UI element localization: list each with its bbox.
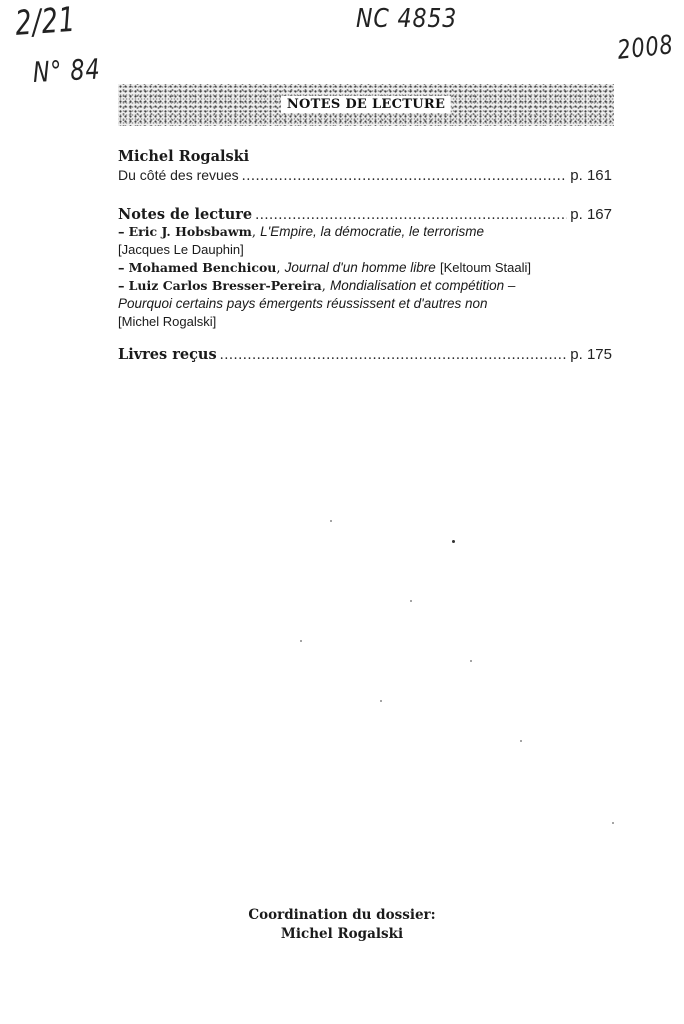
reviewed-author: Eric J. Hobsbawm bbox=[128, 224, 252, 239]
toc-author: Michel Rogalski bbox=[118, 148, 250, 165]
coordination-label: Coordination du dossier: bbox=[248, 907, 436, 923]
reviewed-book-title-continued: Pourquoi certains pays émergents réussissent et d'autres non bbox=[118, 296, 488, 311]
scan-speck bbox=[520, 740, 522, 742]
review-entry bbox=[118, 259, 612, 277]
scan-speck bbox=[330, 520, 332, 522]
entry-dash: – bbox=[118, 261, 125, 276]
reviewed-book-title: Journal d'un homme libre bbox=[284, 260, 436, 275]
reviewer-name: [Keltoum Staali] bbox=[439, 260, 531, 275]
review-entry bbox=[118, 277, 612, 295]
handwritten-year: 2008 bbox=[616, 30, 675, 66]
entry-dash: – bbox=[118, 225, 125, 240]
dot-leader bbox=[220, 348, 568, 363]
scan-speck bbox=[470, 660, 472, 662]
scan-speck bbox=[452, 540, 455, 543]
toc-line bbox=[118, 167, 612, 184]
dot-leader bbox=[242, 169, 568, 184]
toc-line bbox=[118, 346, 612, 363]
toc-title: Du côté des revues bbox=[118, 167, 239, 183]
dossier-coordination bbox=[0, 906, 684, 944]
dot-leader bbox=[255, 208, 567, 223]
review-entry-reviewer-line bbox=[118, 313, 612, 331]
scan-speck bbox=[380, 700, 382, 702]
entry-separator: , bbox=[276, 261, 285, 276]
review-entry bbox=[118, 223, 612, 241]
toc-entry-revues bbox=[118, 148, 612, 184]
toc-line bbox=[118, 206, 612, 223]
reviewed-author: Mohamed Benchicou bbox=[128, 260, 277, 275]
entry-dash: – bbox=[118, 279, 125, 294]
entry-separator: , bbox=[321, 279, 330, 294]
handwritten-catalog-ref: NC 4853 bbox=[356, 4, 458, 34]
reviewed-author: Luiz Carlos Bresser-Pereira bbox=[128, 278, 322, 293]
coordination-name: Michel Rogalski bbox=[280, 926, 404, 942]
handwritten-issue-date: 2/21 bbox=[14, 0, 77, 44]
reviewed-book-title: Mondialisation et compétition – bbox=[330, 278, 516, 293]
entry-separator: , bbox=[251, 225, 261, 240]
toc-entry-livres bbox=[118, 346, 612, 363]
toc-heading: Livres reçus bbox=[118, 346, 217, 363]
toc-page-number: p. 175 bbox=[570, 346, 612, 363]
handwritten-issue-number: N° 84 bbox=[32, 52, 102, 89]
review-entry-reviewer-line bbox=[118, 241, 612, 259]
toc-page-number: p. 167 bbox=[570, 206, 612, 223]
reviewer-name: [Jacques Le Dauphin] bbox=[118, 242, 244, 257]
banner-title: NOTES DE LECTURE bbox=[281, 96, 451, 113]
scan-speck bbox=[300, 640, 302, 642]
toc-entry-notes bbox=[118, 206, 612, 331]
reviewer-name: [Michel Rogalski] bbox=[118, 314, 217, 329]
reviewed-book-title: L'Empire, la démocratie, le terrorisme bbox=[260, 224, 485, 239]
review-entry-title-continued bbox=[118, 295, 612, 313]
scan-speck bbox=[410, 600, 412, 602]
section-banner bbox=[118, 84, 614, 126]
toc-heading: Notes de lecture bbox=[118, 206, 253, 223]
toc-page-number: p. 161 bbox=[570, 167, 612, 184]
scan-speck bbox=[612, 822, 614, 824]
